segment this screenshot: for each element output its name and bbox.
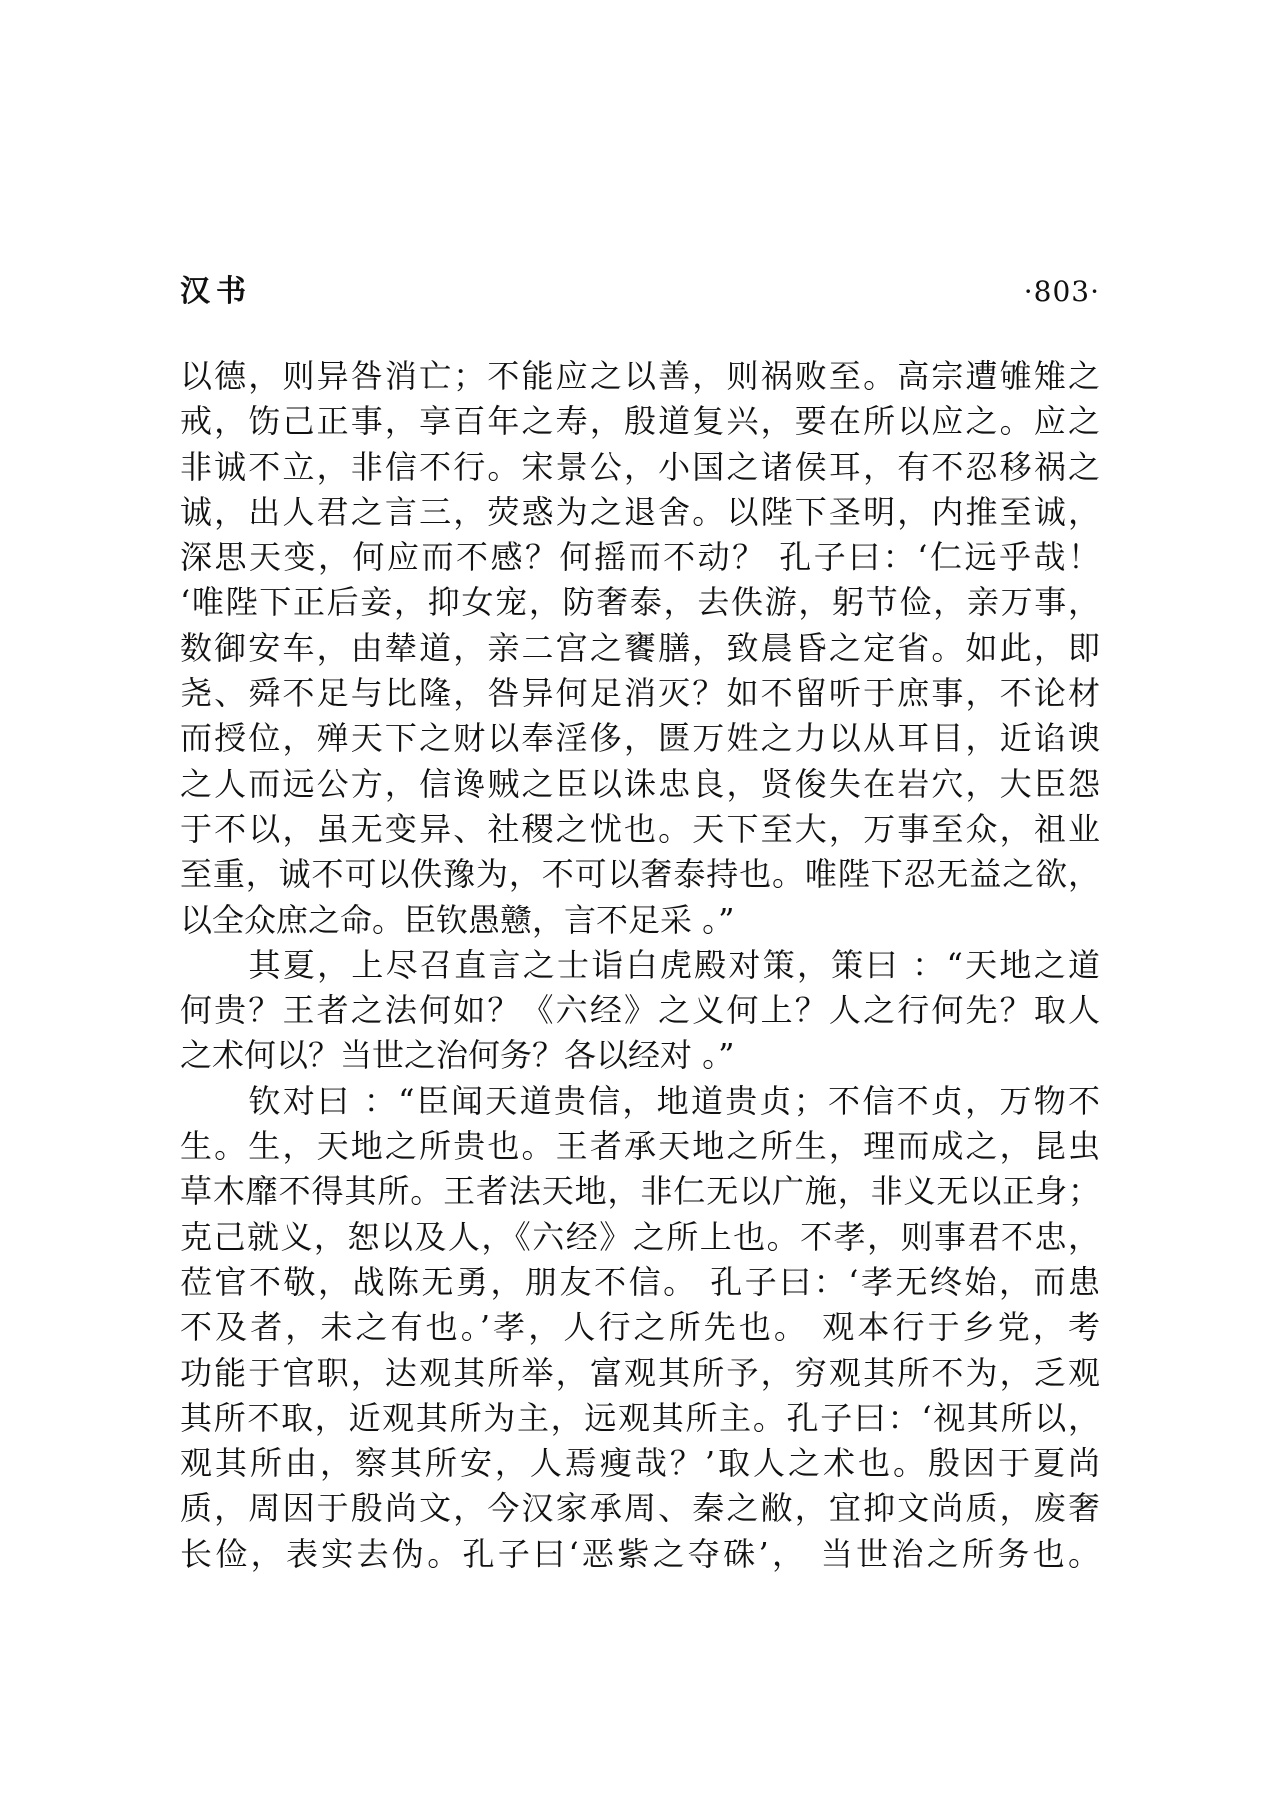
text-line: 之人而远公方，信谗贼之臣以诛忠良，贤俊失在岩穴，大臣怨 <box>180 764 1100 803</box>
text-line: 至重，诚不可以佚豫为，不可以奢泰持也。唯陛下忍无益之欲， <box>180 855 1100 894</box>
text-line: 长俭，表实去伪。孔子曰‘恶紫之夺硃’， 当世治之所务也。 <box>180 1534 1100 1573</box>
text-line: ‘唯陛下正后妾，抑女宠，防奢泰，去佚游，躬节俭，亲万事， <box>180 583 1100 622</box>
text-line: 草木靡不得其所。王者法天地，非仁无以广施，非义无以正身； <box>180 1172 1100 1211</box>
text-line: 非诚不立，非信不行。宋景公，小国之诸侯耳，有不忍移祸之 <box>180 447 1100 486</box>
text-line: 质，周因于殷尚文，今汉家承周、秦之敝，宜抑文尚质，废奢 <box>180 1489 1100 1528</box>
text-line: 深思天变，何应而不感？何摇而不动？ 孔子曰：‘仁远乎哉！ <box>180 538 1100 577</box>
text-line: 戒，饬己正事，享百年之寿，殷道复兴，要在所以应之。应之 <box>180 402 1100 441</box>
text-line: 诚，出人君之言三，荧惑为之退舍。以陛下圣明，内推至诚， <box>180 492 1100 531</box>
text-line: 之术何以？当世之治何务？各以经对 。” <box>180 1036 735 1075</box>
text-line: 何贵？王者之法何如？《六经》之义何上？人之行何先？取人 <box>180 991 1100 1030</box>
text-line: 生。生，天地之所贵也。王者承天地之所生，理而成之，昆虫 <box>180 1127 1100 1166</box>
text-line: 克己就义，恕以及人，《六经》之所上也。不孝，则事君不忠， <box>180 1217 1100 1256</box>
page-number: ·803· <box>1023 275 1100 308</box>
text-line: 其所不取，近观其所为主，远观其所主。孔子曰：‘视其所以， <box>180 1398 1100 1437</box>
text-line: 其夏，上尽召直言之士诣白虎殿对策，策曰 ：“天地之道 <box>180 945 1100 984</box>
text-line: 观其所由，察其所安，人焉瘦哉？’取人之术也。殷因于夏尚 <box>180 1444 1100 1483</box>
text-line: 而授位，殚天下之财以奉淫侈，匮万姓之力以从耳目，近谄谀 <box>180 719 1100 758</box>
text-line: 功能于官职，达观其所举，富观其所予，穷观其所不为，乏观 <box>180 1353 1100 1392</box>
text-line: 以德，则异咎消亡；不能应之以善，则祸败至。高宗遭雊雉之 <box>180 357 1100 395</box>
body-text <box>180 354 1100 1577</box>
text-line: 以全众庶之命。臣钦愚戆，言不足采 。” <box>180 900 735 939</box>
text-line: 不及者，未之有也。’孝，人行之所先也。 观本行于乡党，考 <box>180 1308 1100 1347</box>
text-line: 数御安车，由辇道，亲二宫之饔膳，致晨昏之定省。如此，即 <box>180 628 1100 667</box>
text-line: 尧、舜不足与比隆，咎异何足消灭？如不留听于庶事，不论材 <box>180 674 1100 713</box>
book-title: 汉书 <box>180 274 252 309</box>
text-line: 莅官不敬，战陈无勇，朋友不信。 孔子曰：‘孝无终始，而患 <box>180 1262 1100 1301</box>
running-header <box>180 268 1100 316</box>
text-line: 于不以，虽无变异、社稷之忧也。天下至大，万事至众，祖业 <box>180 809 1100 848</box>
text-line: 钦对曰 ：“臣闻天道贵信，地道贵贞；不信不贞，万物不 <box>180 1081 1100 1120</box>
